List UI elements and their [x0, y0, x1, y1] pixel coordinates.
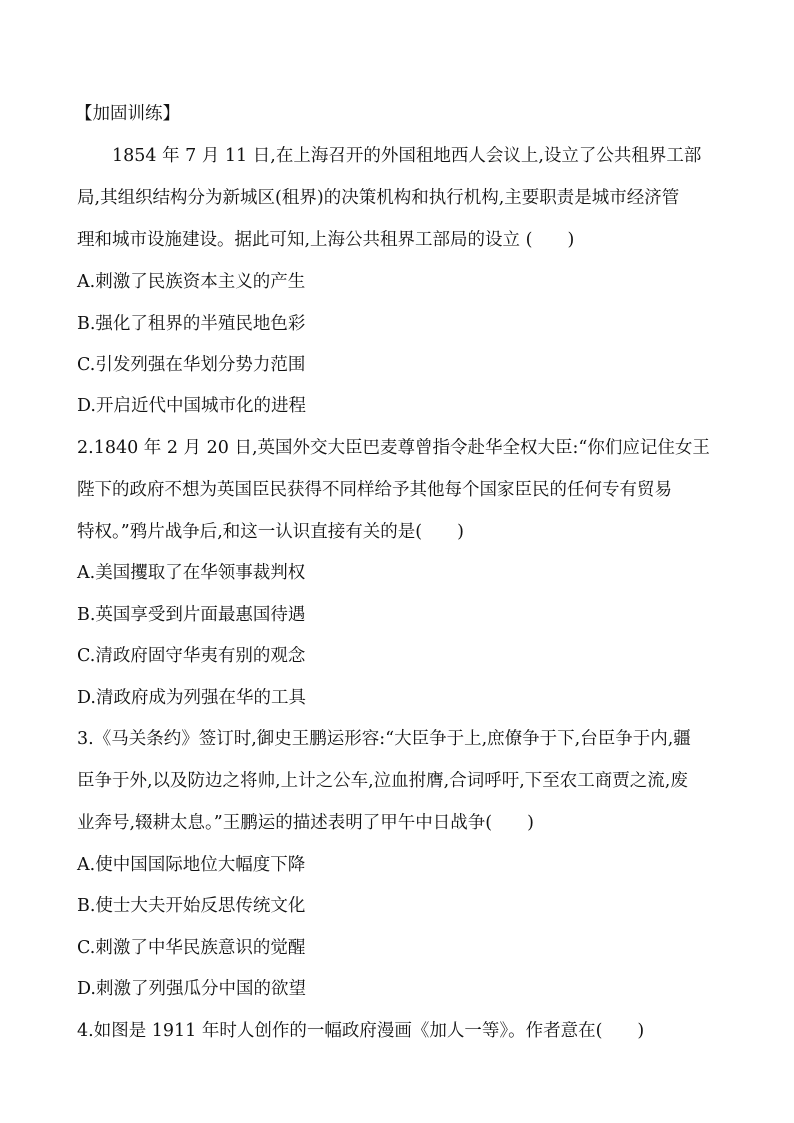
question-2-stem-line-2: 陛下的政府不想为英国臣民获得不同样给予其他每个国家臣民的任何专有贸易	[77, 480, 672, 500]
question-2-option-c: C.清政府固守华夷有别的观念	[77, 646, 306, 666]
question-2-stem-line-1: 2.1840 年 2 月 20 日,英国外交大臣巴麦尊曾指令赴华全权大臣:“你们应记住女王	[77, 438, 710, 458]
question-2-stem-line-3: 特权。”鸦片战争后,和这一认识直接有关的是( )	[77, 522, 464, 542]
question-3-option-d: D.刺激了列强瓜分中国的欲望	[77, 979, 306, 999]
question-1-option-c: C.引发列强在华划分势力范围	[77, 355, 306, 375]
question-1-option-a: A.刺激了民族资本主义的产生	[77, 272, 306, 292]
question-3-stem-line-1: 3.《马关条约》签订时,御史王鹏运形容:“大臣争于上,庶僚争于下,台臣争于内,疆	[77, 729, 691, 749]
section-heading: 【加固训练】	[75, 104, 180, 124]
question-2-option-b: B.英国享受到片面最惠国待遇	[77, 605, 306, 625]
question-1-stem-line-1: 1854 年 7 月 11 日,在上海召开的外国租地西人会议上,设立了公共租界工部	[112, 146, 702, 166]
question-2-option-a: A.美国攫取了在华领事裁判权	[77, 563, 306, 583]
question-3-option-b: B.使士大夫开始反思传统文化	[77, 896, 306, 916]
question-2-option-d: D.清政府成为列强在华的工具	[77, 688, 306, 708]
question-1-option-d: D.开启近代中国城市化的进程	[77, 396, 306, 416]
question-3-option-a: A.使中国国际地位大幅度下降	[77, 855, 306, 875]
question-1-stem-line-2: 局,其组织结构分为新城区(租界)的决策机构和执行机构,主要职责是城市经济管	[77, 188, 680, 208]
question-3-stem-line-3: 业奔号,辍耕太息。”王鹏运的描述表明了甲午中日战争( )	[77, 813, 534, 833]
question-1-option-b: B.强化了租界的半殖民地色彩	[77, 314, 306, 334]
question-1-stem-line-3: 理和城市设施建设。据此可知,上海公共租界工部局的设立 ( )	[77, 230, 575, 250]
question-4-stem-line-1: 4.如图是 1911 年时人创作的一幅政府漫画《加人一等》。作者意在( )	[77, 1021, 645, 1041]
question-3-stem-line-2: 臣争于外,以及防边之将帅,上计之公车,泣血拊膺,合词呼吁,下至农工商贾之流,废	[77, 771, 688, 791]
question-3-option-c: C.刺激了中华民族意识的觉醒	[77, 938, 306, 958]
